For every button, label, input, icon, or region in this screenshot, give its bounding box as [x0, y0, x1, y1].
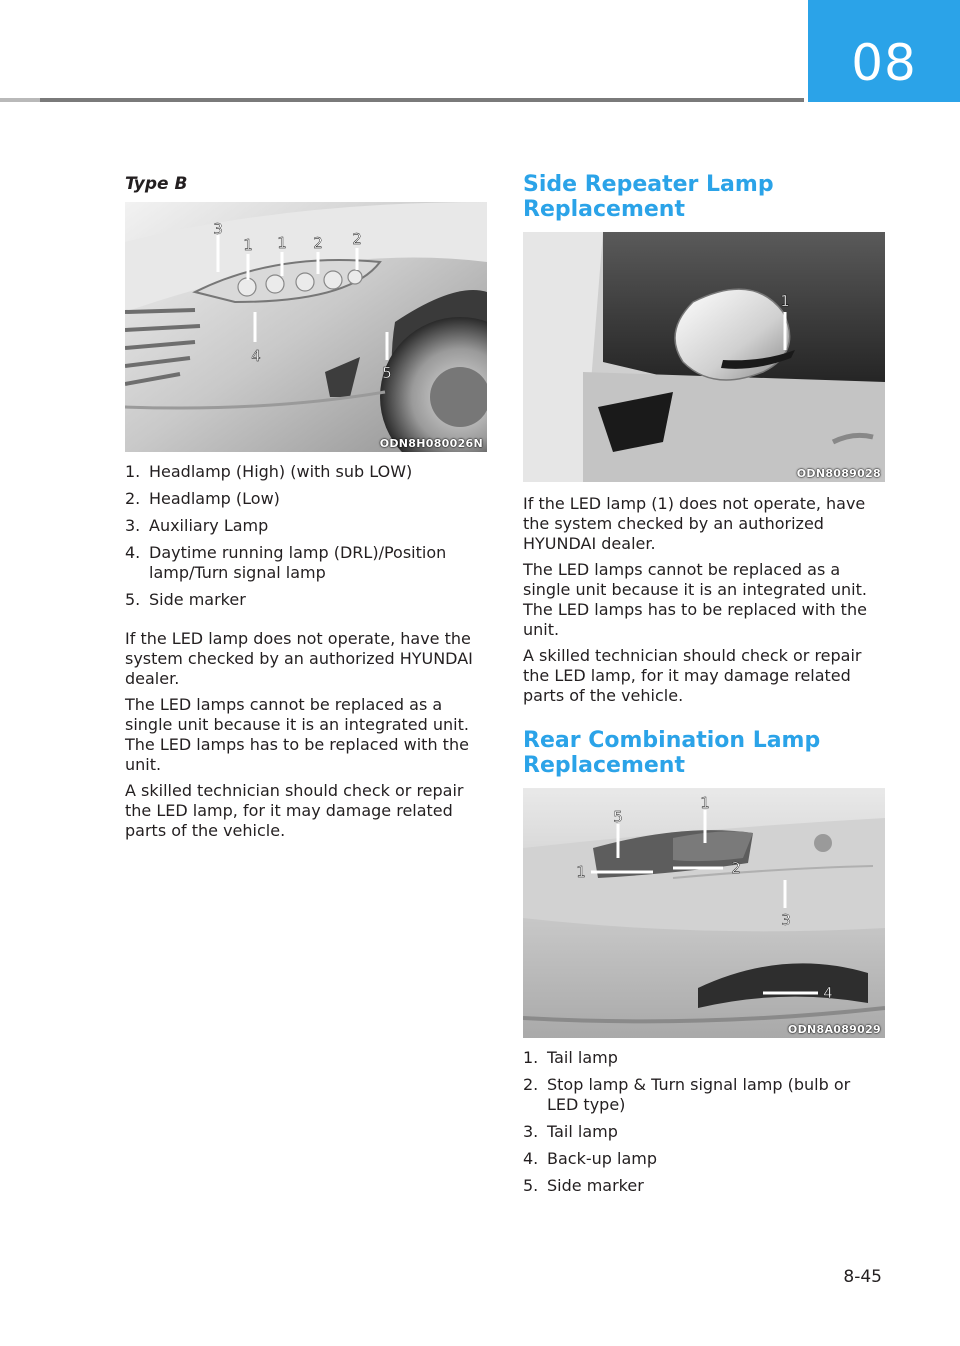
list-item: 5. Side marker — [523, 1176, 644, 1195]
paragraph: If the LED lamp does not operate, have the system checked by an authorized HYUNDAI dealer. — [125, 629, 473, 688]
mirror-illustration — [523, 232, 885, 482]
list-item: 5. Side marker — [125, 590, 246, 609]
header-rule-accent — [0, 98, 40, 102]
side-repeater-heading: Side Repeater Lamp Replacement — [523, 172, 774, 222]
paragraph: If the LED lamp (1) does not operate, have the system checked by an authorized HYUNDAI dealer. — [523, 494, 866, 553]
paragraph: A skilled technician should check or repair the LED lamp, for it may damage related parts of the vehicle. — [523, 646, 862, 705]
callout-5: 5 — [382, 364, 392, 382]
headlamp-illustration — [125, 202, 487, 452]
list-item: 1. Tail lamp — [523, 1048, 618, 1067]
callout-1a: 1 — [700, 794, 710, 812]
callout-1b: 1 — [576, 863, 586, 881]
callout-4: 4 — [251, 347, 261, 365]
figure-code: ODN8089028 — [796, 467, 881, 480]
right-column — [523, 172, 885, 1203]
headlamp-legend-list — [125, 462, 487, 610]
callout-3: 3 — [213, 220, 223, 238]
left-column — [125, 172, 487, 847]
figure-code: ODN8A089029 — [787, 1023, 881, 1036]
callout-2: 2 — [731, 859, 741, 877]
list-item: 1. Headlamp (High) (with sub LOW) — [125, 462, 413, 481]
callout-1a: 1 — [243, 236, 253, 254]
callout-4: 4 — [823, 984, 833, 1002]
side-repeater-figure — [523, 232, 885, 482]
headlamp-figure — [125, 202, 487, 452]
paragraph: The LED lamps cannot be replaced as a single unit because it is an integrated unit. The LED lamps has to be replaced with the unit. — [523, 560, 867, 639]
header-rule — [0, 98, 804, 102]
callout-2a: 2 — [313, 234, 323, 252]
list-item: 3. Tail lamp — [523, 1122, 618, 1141]
callout-5: 5 — [613, 808, 623, 826]
list-item: 3. Auxiliary Lamp — [125, 516, 269, 535]
callout-2b: 2 — [352, 230, 362, 248]
callout-1b: 1 — [277, 234, 287, 252]
callout-3: 3 — [781, 911, 791, 929]
type-b-subheading: Type B — [125, 174, 188, 194]
list-item: 4. Back-up lamp — [523, 1149, 657, 1168]
list-item: 2. Headlamp (Low) — [125, 489, 280, 508]
chapter-number: 08 — [851, 34, 917, 92]
rear-lamp-legend-list — [523, 1048, 885, 1196]
list-item: 4. Daytime running lamp (DRL)/Position lamp/Turn signal lamp — [125, 543, 447, 582]
rear-combination-heading: Rear Combination Lamp Replacement — [523, 728, 821, 778]
paragraph: A skilled technician should check or repair the LED lamp, for it may damage related parts of the vehicle. — [125, 781, 464, 840]
rear-lamp-illustration — [523, 788, 885, 1038]
paragraph: The LED lamps cannot be replaced as a single unit because it is an integrated unit. The LED lamps has to be replaced with the unit. — [125, 695, 469, 774]
list-item: 2. Stop lamp & Turn signal lamp (bulb or LED type) — [523, 1075, 851, 1114]
page-number: 8-45 — [843, 1267, 882, 1287]
figure-code: ODN8H080026N — [379, 437, 483, 450]
callout-1: 1 — [780, 292, 790, 310]
rear-combination-figure — [523, 788, 885, 1038]
chapter-tab — [808, 0, 960, 102]
